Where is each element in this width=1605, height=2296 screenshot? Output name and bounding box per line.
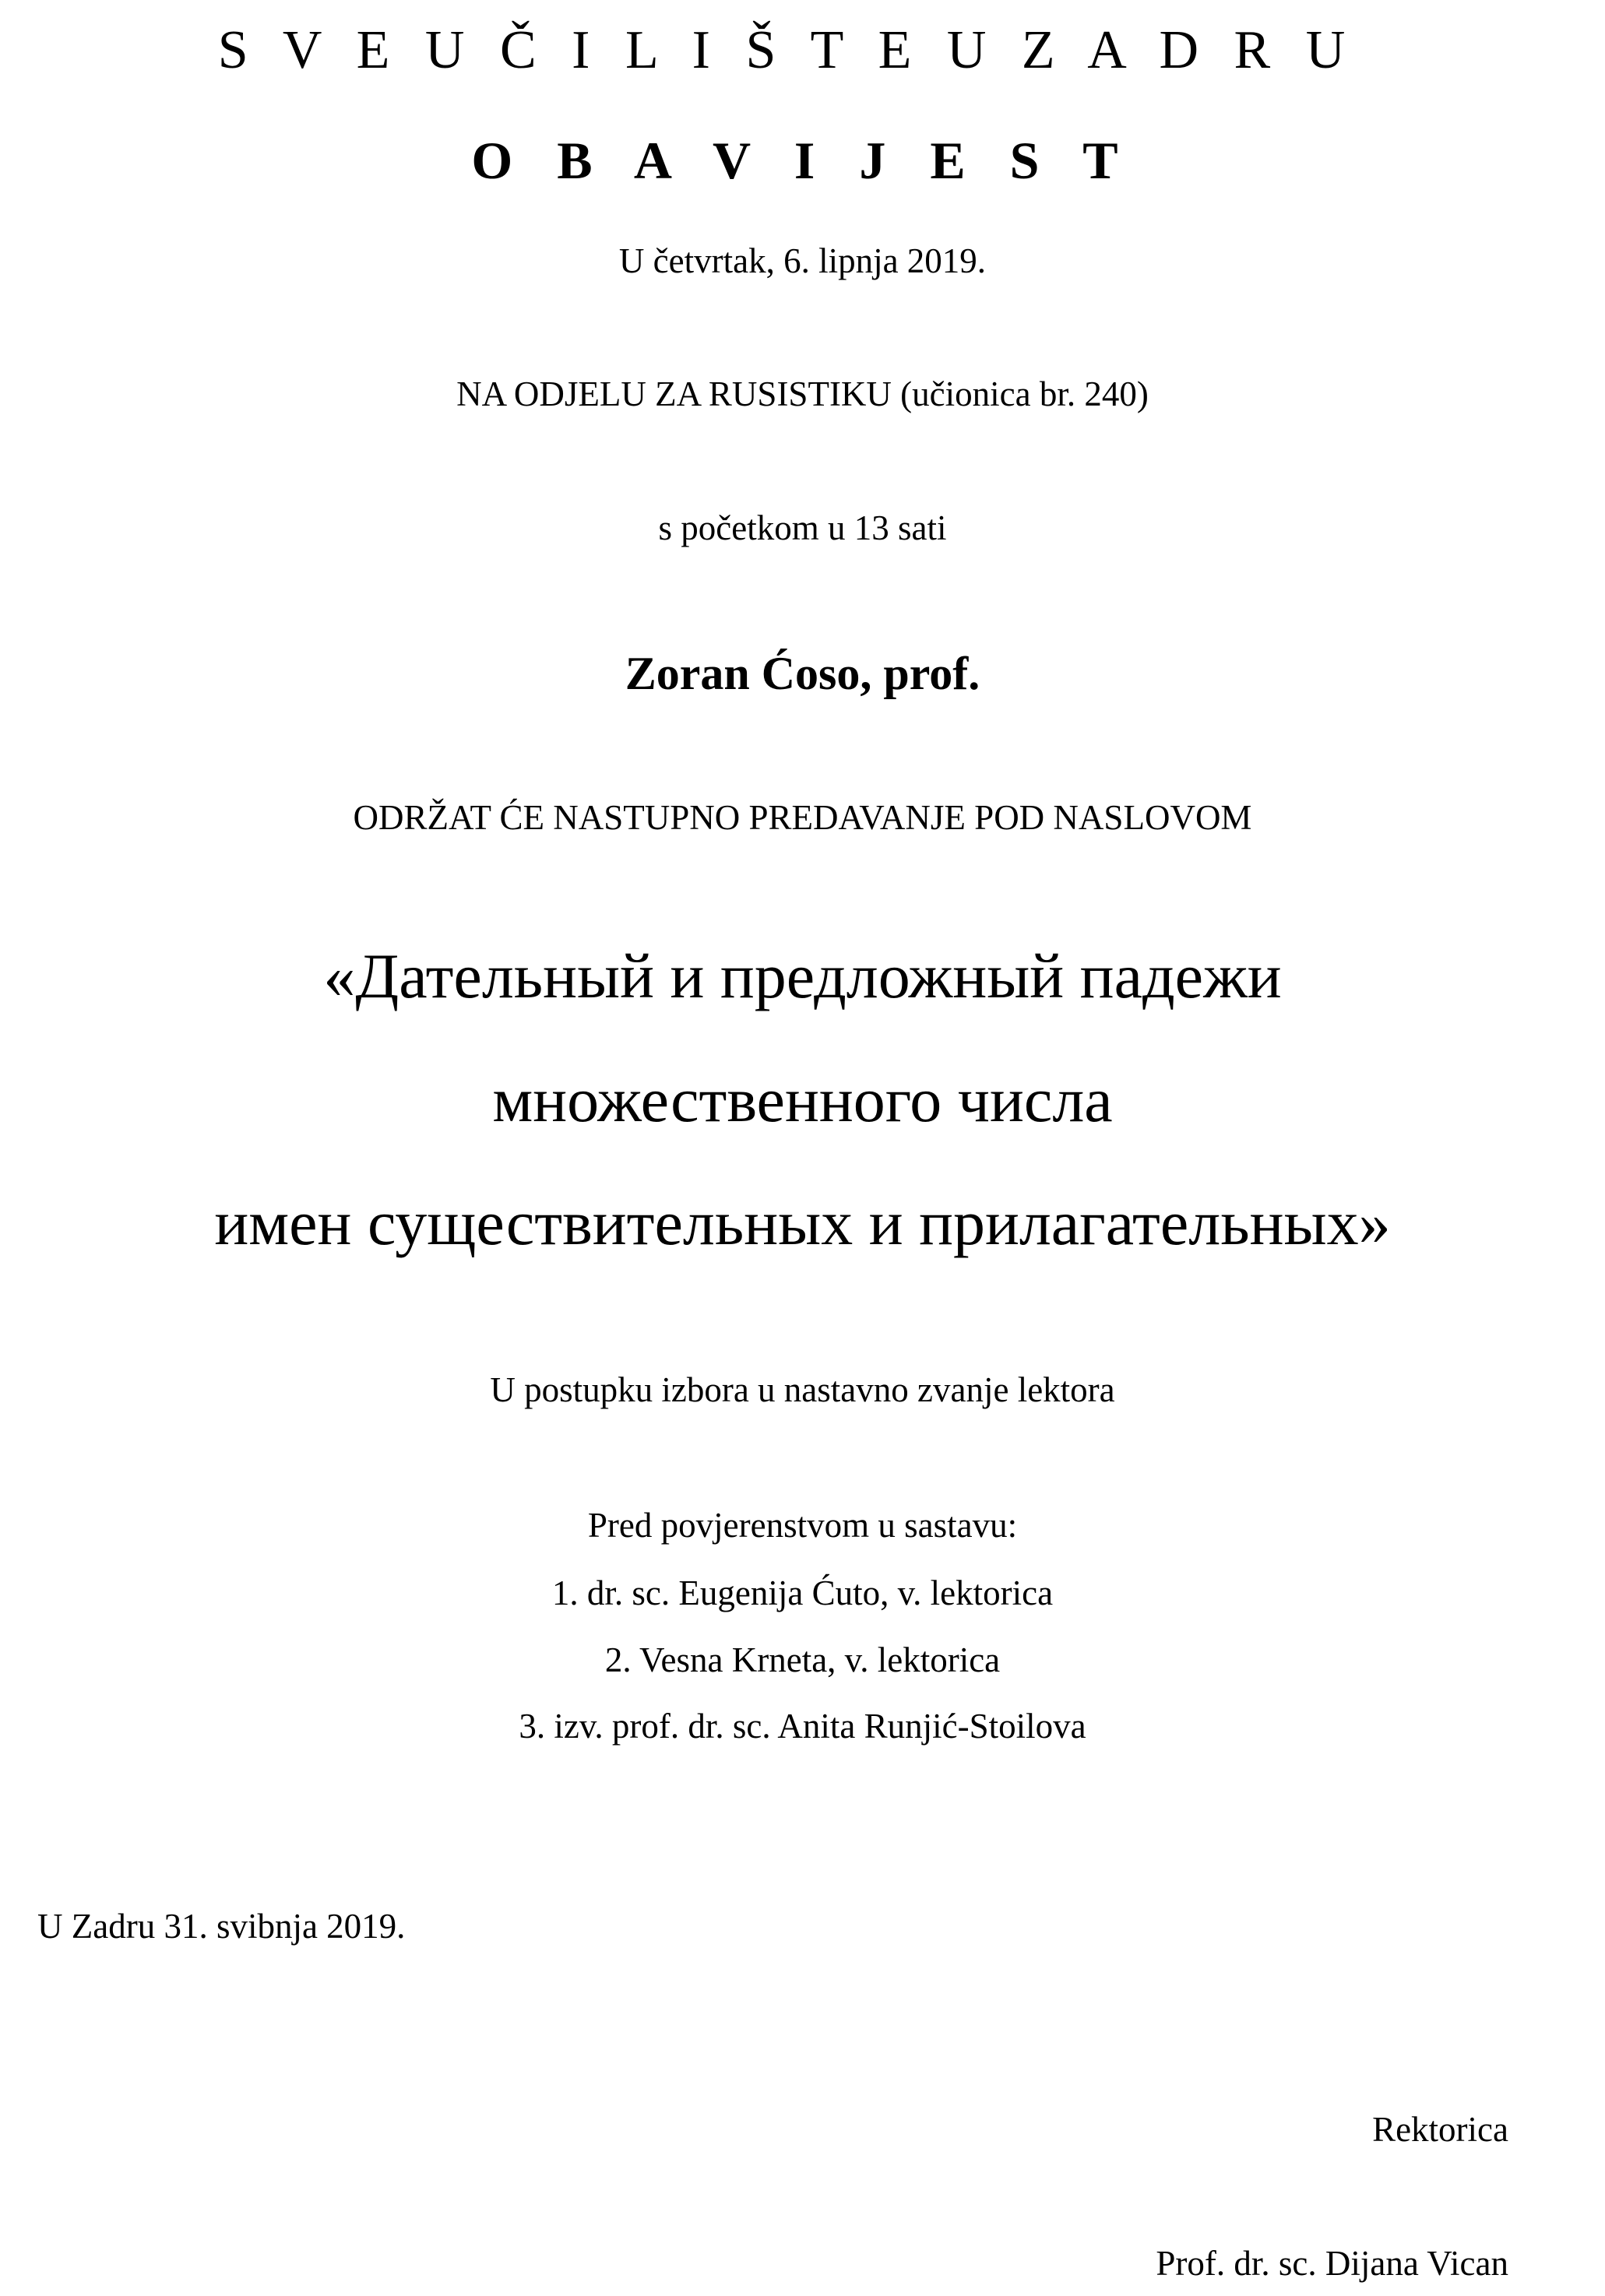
lecture-title-line-2: множественного числа: [492, 1064, 1113, 1135]
signatory-title: Rektorica: [1372, 2110, 1508, 2149]
signatory-name: Prof. dr. sc. Dijana Vican: [1156, 2244, 1508, 2283]
lecturer-name: Zoran Ćoso, prof.: [625, 648, 980, 699]
lecture-title-line-1: «Дательный и предложный падежи: [323, 941, 1282, 1011]
event-time: s početkom u 13 sati: [658, 508, 947, 547]
committee-member: 3. izv. prof. dr. sc. Anita Runjić-Stoilova: [519, 1707, 1086, 1746]
event-location: NA ODJELU ZA RUSISTIKU (učionica br. 240): [456, 374, 1149, 413]
place-and-date: U Zadru 31. svibnja 2019.: [37, 1907, 406, 1946]
lecture-announcement: ODRŽAT ĆE NASTUPNO PREDAVANJE POD NASLOVOM: [353, 798, 1252, 837]
notice-title: O B A V I J E S T: [471, 131, 1134, 190]
lecture-title-line-3: имен существительных и прилагательных»: [214, 1187, 1391, 1258]
committee-member: 2. Vesna Krneta, v. lektorica: [604, 1640, 1001, 1679]
university-name: S V E U Č I L I Š T E U Z A D R U: [217, 20, 1357, 80]
committee-member: 1. dr. sc. Eugenija Ćuto, v. lektorica: [551, 1573, 1054, 1612]
event-date: U četvrtak, 6. lipnja 2019.: [618, 241, 987, 280]
committee-heading: Pred povjerenstvom u sastavu:: [587, 1506, 1018, 1545]
procedure-text: U postupku izbora u nastavno zvanje lektora: [490, 1370, 1115, 1409]
